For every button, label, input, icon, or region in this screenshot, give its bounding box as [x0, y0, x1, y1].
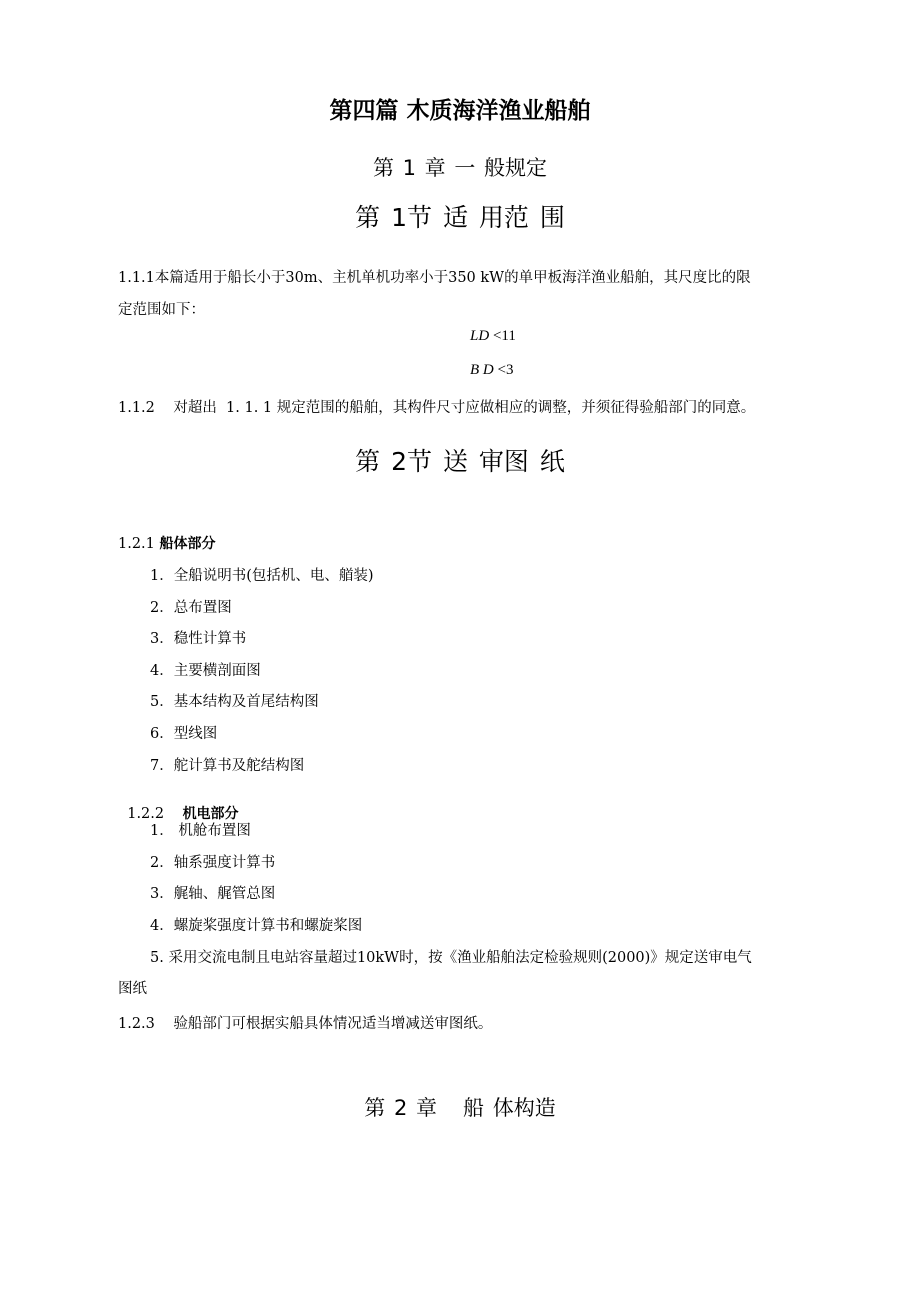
clause-1-1-2: 1.1.2 对超出 1. 1. 1 规定范围的船舶，其构件尺寸应做相应的调整，并须征得验船部门的同意。: [118, 400, 756, 416]
formula-rhs: <11: [492, 328, 516, 344]
list-item: 4．主要横剖面图: [150, 663, 261, 679]
formula-rhs: <3: [497, 362, 514, 378]
list-item: 6．型线图: [150, 726, 218, 742]
list-item: 1．全船说明书(包括机、电、艏装): [150, 568, 374, 584]
list-item: 3．稳性计算书: [150, 631, 247, 647]
list-item-line2: 图纸: [118, 981, 147, 997]
formula-lhs: B D: [470, 362, 494, 378]
list-item-line1: 5. 采用交流电制且电站容量超过10kW时，按《渔业船舶法定检验规则(2000)》规定送审电气: [150, 950, 752, 966]
list-item: 3．艉轴、艉管总图: [150, 886, 276, 902]
section-1-title: 第 1节 适 用范 围: [355, 203, 565, 232]
clause-1-2-1-heading: [118, 533, 216, 553]
list-item: 2．轴系强度计算书: [150, 855, 276, 871]
list-item: 1． 机舱布置图: [150, 823, 251, 839]
list-item: 5．基本结构及首尾结构图: [150, 694, 319, 710]
list-item: 4．螺旋桨强度计算书和螺旋桨图: [150, 918, 363, 934]
clause-1-2-2-heading: [118, 787, 239, 823]
chapter-2-title: 第 2 章 船 体构造: [364, 1096, 556, 1120]
list-item: 2．总布置图: [150, 600, 232, 616]
formula-lhs: LD: [470, 328, 490, 344]
clause-number: 1.2.1: [118, 536, 160, 552]
part-title: 第四篇 木质海洋渔业船舶: [329, 98, 591, 124]
formula-length-depth-ratio: [470, 328, 516, 345]
list-item: 7．舵计算书及舵结构图: [150, 758, 305, 774]
chapter-1-title: 第 1 章 一 般规定: [372, 156, 548, 180]
clause-1-1-1-line2: 定范围如下：: [118, 302, 205, 318]
formula-breadth-depth-ratio: [470, 362, 513, 379]
clause-number: 1.2.2: [127, 806, 183, 822]
clause-label: 机电部分: [182, 806, 239, 822]
clause-1-2-3: 1.2.3 验船部门可根据实船具体情况适当增减送审图纸。: [118, 1016, 493, 1032]
clause-1-1-1-line1: 1.1.1本篇适用于船长小于30m、主机单机功率小于350 kW的单甲板海洋渔业船舶，其尺度比的限: [118, 270, 751, 286]
clause-label: 船体部分: [159, 536, 216, 552]
section-2-title: 第 2节 送 审图 纸: [355, 447, 565, 476]
